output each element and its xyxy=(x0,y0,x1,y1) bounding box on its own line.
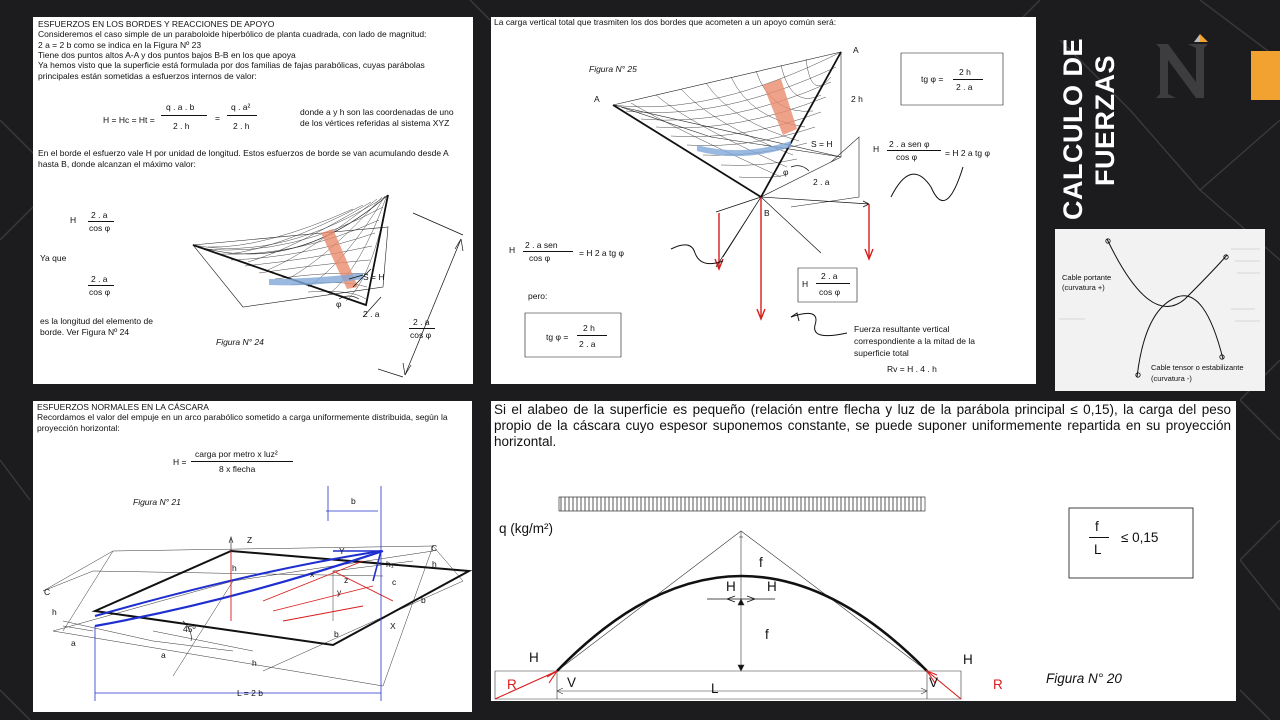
panel4-label-b-right: b xyxy=(421,595,426,605)
panel4-label-b-top: b xyxy=(351,496,356,506)
panel5-q-label: q (kg/m²) xyxy=(499,521,553,536)
panel5-ratio-num: f xyxy=(1095,519,1099,534)
panel4-label-angle: 45º xyxy=(183,624,196,634)
panel2-label-a-left: A xyxy=(594,94,600,104)
panel2-eq2-num: 2 . a sen xyxy=(525,240,558,250)
panel5-f-lower: f xyxy=(765,627,769,642)
panel5-h-left: H xyxy=(529,650,539,665)
panel1-h-label: H xyxy=(70,215,77,225)
panel4-label-h-bottom: h xyxy=(252,658,257,668)
panel1-two-a: 2 . a xyxy=(363,309,380,319)
panel1-frac-num: 2 . a xyxy=(91,210,108,220)
panel2-tg-den: 2 . a xyxy=(956,82,973,92)
slide-title xyxy=(1058,20,1120,220)
panel5-fig-caption: Figura N° 20 xyxy=(1046,671,1122,686)
panel2-eq-h: H xyxy=(873,144,880,154)
panel4-label-h-center: h xyxy=(232,563,237,573)
panel1-formula-lhs: H = Hc = Ht = xyxy=(103,115,155,125)
panel4-label-x-small: x xyxy=(310,569,315,579)
panel2-fig-caption: Figura N° 25 xyxy=(589,64,637,74)
panel-edge-stresses xyxy=(33,17,473,384)
panel2-eq-rhs: = H 2 a tg φ xyxy=(945,148,990,158)
panel1-es-la: es la longitud del elemento de borde. Ver Figura Nº 24 xyxy=(40,316,153,337)
panel2-box-h: H xyxy=(802,279,809,289)
panel2-pero: pero: xyxy=(528,291,548,301)
panel4-label-l: L = 2 b xyxy=(237,688,263,698)
panel1-fig-caption: Figura N° 24 xyxy=(216,337,264,347)
panel1-ya-que: Ya que xyxy=(40,253,67,263)
panel-cable-diagram xyxy=(1055,229,1265,391)
panel1-formula-den1: 2 . h xyxy=(173,121,190,131)
panel1-line2: 2 a = 2 b como se indica en la Figura Nº 23 xyxy=(38,40,202,50)
panel1-phi: φ xyxy=(336,299,342,309)
panel2-eq2-rhs: = H 2 a tg φ xyxy=(579,248,624,258)
panel1-formula-den2: 2 . h xyxy=(233,121,250,131)
panel2-tg2-den: 2 . a xyxy=(579,339,596,349)
panel-support-load xyxy=(491,17,1036,384)
panel2-note1: Fuerza resultante vertical xyxy=(854,324,950,334)
panel4-label-z: Z xyxy=(247,535,253,545)
panel4-label-c-small: c xyxy=(392,577,397,587)
panel5-v-left: V xyxy=(567,675,577,690)
panel1-side-den: cos φ xyxy=(410,330,432,340)
panel5-ratio-rhs: ≤ 0,15 xyxy=(1121,530,1159,545)
panel2-tg-label: tg φ = xyxy=(921,74,944,84)
panel1-frac2-num: 2 . a xyxy=(91,274,108,284)
panel1-line3: Tiene dos puntos altos A-A y dos puntos bajos B-B en los que apoya xyxy=(38,50,296,60)
panel4-label-y: Y xyxy=(339,546,345,556)
panel1-frac-den: cos φ xyxy=(89,223,111,233)
figure-24-paraboloid xyxy=(33,17,473,384)
panel2-label-b: B xyxy=(764,208,770,218)
panel1-formula-num2: q . a² xyxy=(231,102,251,112)
panel2-label-s: S = H xyxy=(811,139,833,149)
panel2-box-num: 2 . a xyxy=(821,271,838,281)
panel2-eq2-den: cos φ xyxy=(529,253,551,263)
panel4-label-c-left: C xyxy=(44,587,51,597)
panel2-tg2-num: 2 h xyxy=(583,323,595,333)
slide-title-line1: CALCULO DE xyxy=(1058,38,1088,220)
panel3-cable-top2: (curvatura +) xyxy=(1062,283,1105,292)
panel2-top-line: La carga vertical total que trasmiten los dos bordes que acometen a un apoyo común será: xyxy=(494,17,837,27)
panel5-v-right: V xyxy=(929,675,939,690)
panel-normal-stresses xyxy=(33,401,472,712)
panel4-label-h-left: h xyxy=(52,607,57,617)
panel4-formula-lhs: H = xyxy=(173,457,187,467)
panel4-label-a-mid: a xyxy=(161,650,166,660)
panel2-label-phi: φ xyxy=(783,167,789,177)
panel-parabolic-arch xyxy=(491,401,1236,701)
panel3-cable-bottom2: (curvatura -) xyxy=(1151,374,1192,383)
figure-20-parabolic-arch xyxy=(491,401,1236,701)
panel2-tg2-label: tg φ = xyxy=(546,332,569,342)
panel1-line4: Ya hemos visto que la superficie está formulada por dos familias de fajas parabólicas, cuyas parábolas principales están sometidas a esfuerzos internos de valor: xyxy=(38,60,425,81)
panel1-heading: ESFUERZOS EN LOS BORDES Y REACCIONES DE APOYO xyxy=(38,19,275,29)
panel4-label-z-small: z xyxy=(344,575,349,585)
panel2-label-a-right: A xyxy=(853,45,859,55)
panel1-formula-note: donde a y h son las coordenadas de uno de los vértices referidas al sistema XYZ xyxy=(300,107,454,128)
panel1-line1: Consideremos el caso simple de un paraboloide hiperbólico de planta cuadrada, con lado de magnitud: xyxy=(38,29,427,39)
panel5-f-upper: f xyxy=(759,555,763,570)
panel5-l-label: L xyxy=(711,681,719,696)
panel5-r-right: R xyxy=(993,677,1003,692)
panel5-text: Si el alabeo de la superficie es pequeño (relación entre flecha y luz de la parábola principal ≤ 0,15), la carga del peso propio de la cáscara cuyo espesor suponemos constante, se puede suponer uniformemente repartida en su proyección horizontal. xyxy=(494,402,1231,449)
panel4-label-h-right: h xyxy=(432,559,437,569)
panel4-label-b-mid: b xyxy=(334,629,339,639)
panel4-label-h1: h₁ xyxy=(386,559,394,569)
panel3-cable-top: Cable portante xyxy=(1062,273,1112,282)
panel1-formula-num1: q . a . b xyxy=(166,102,195,112)
panel4-label-y-small: y xyxy=(337,587,342,597)
panel2-eq-den: cos φ xyxy=(896,152,918,162)
panel5-r-left: R xyxy=(507,677,517,692)
panel4-heading: ESFUERZOS NORMALES EN LA CÁSCARA xyxy=(37,402,209,412)
panel1-s-eq-h: S = H xyxy=(363,272,385,282)
panel1-paragraph2: En el borde el esfuerzo vale H por unidad de longitud. Estos esfuerzos de borde se van acumulando desde A hasta B, donde alcanzan el máximo valor: xyxy=(38,148,449,169)
panel4-line1: Recordamos el valor del empuje en un arco parabólico sometido a carga uniformemente distribuida, según la proyección horizontal: xyxy=(37,412,448,433)
panel5-h-top-right: H xyxy=(767,579,777,594)
panel1-frac2-den: cos φ xyxy=(89,287,111,297)
panel4-fig-caption: Figura N° 21 xyxy=(133,497,181,507)
panel4-formula-den: 8 x flecha xyxy=(219,464,256,474)
panel1-side-num: 2 . a xyxy=(413,317,430,327)
panel5-h-right: H xyxy=(963,652,973,667)
slide-title-line2: FUERZAS xyxy=(1090,55,1120,186)
panel5-h-top-left: H xyxy=(726,579,736,594)
panel1-formula-eq: = xyxy=(215,113,220,123)
panel2-box-den: cos φ xyxy=(819,287,841,297)
panel4-label-c-right: C xyxy=(431,543,438,553)
panel4-formula-num: carga por metro x luz² xyxy=(195,449,278,459)
panel2-rv: Rv = H . 4 . h xyxy=(887,364,937,374)
panel3-cable-bottom: Cable tensor o estabilizante xyxy=(1151,363,1244,372)
panel4-label-x: X xyxy=(390,621,396,631)
panel2-tg-num: 2 h xyxy=(959,67,971,77)
panel2-label-2h: 2 h xyxy=(851,94,863,104)
panel2-eq2-h: H xyxy=(509,245,516,255)
panel2-note3: superficie total xyxy=(854,348,909,358)
figure-25-support-reactions xyxy=(491,17,1036,384)
panel2-label-2a: 2 . a xyxy=(813,177,830,187)
N-logo-icon xyxy=(1150,30,1220,102)
panel4-label-a-left: a xyxy=(71,638,76,648)
panel5-ratio-den: L xyxy=(1094,542,1102,557)
panel2-note2: correspondiente a la mitad de la xyxy=(854,336,975,346)
panel2-eq-num: 2 . a sen φ xyxy=(889,139,930,149)
accent-square xyxy=(1251,51,1280,100)
